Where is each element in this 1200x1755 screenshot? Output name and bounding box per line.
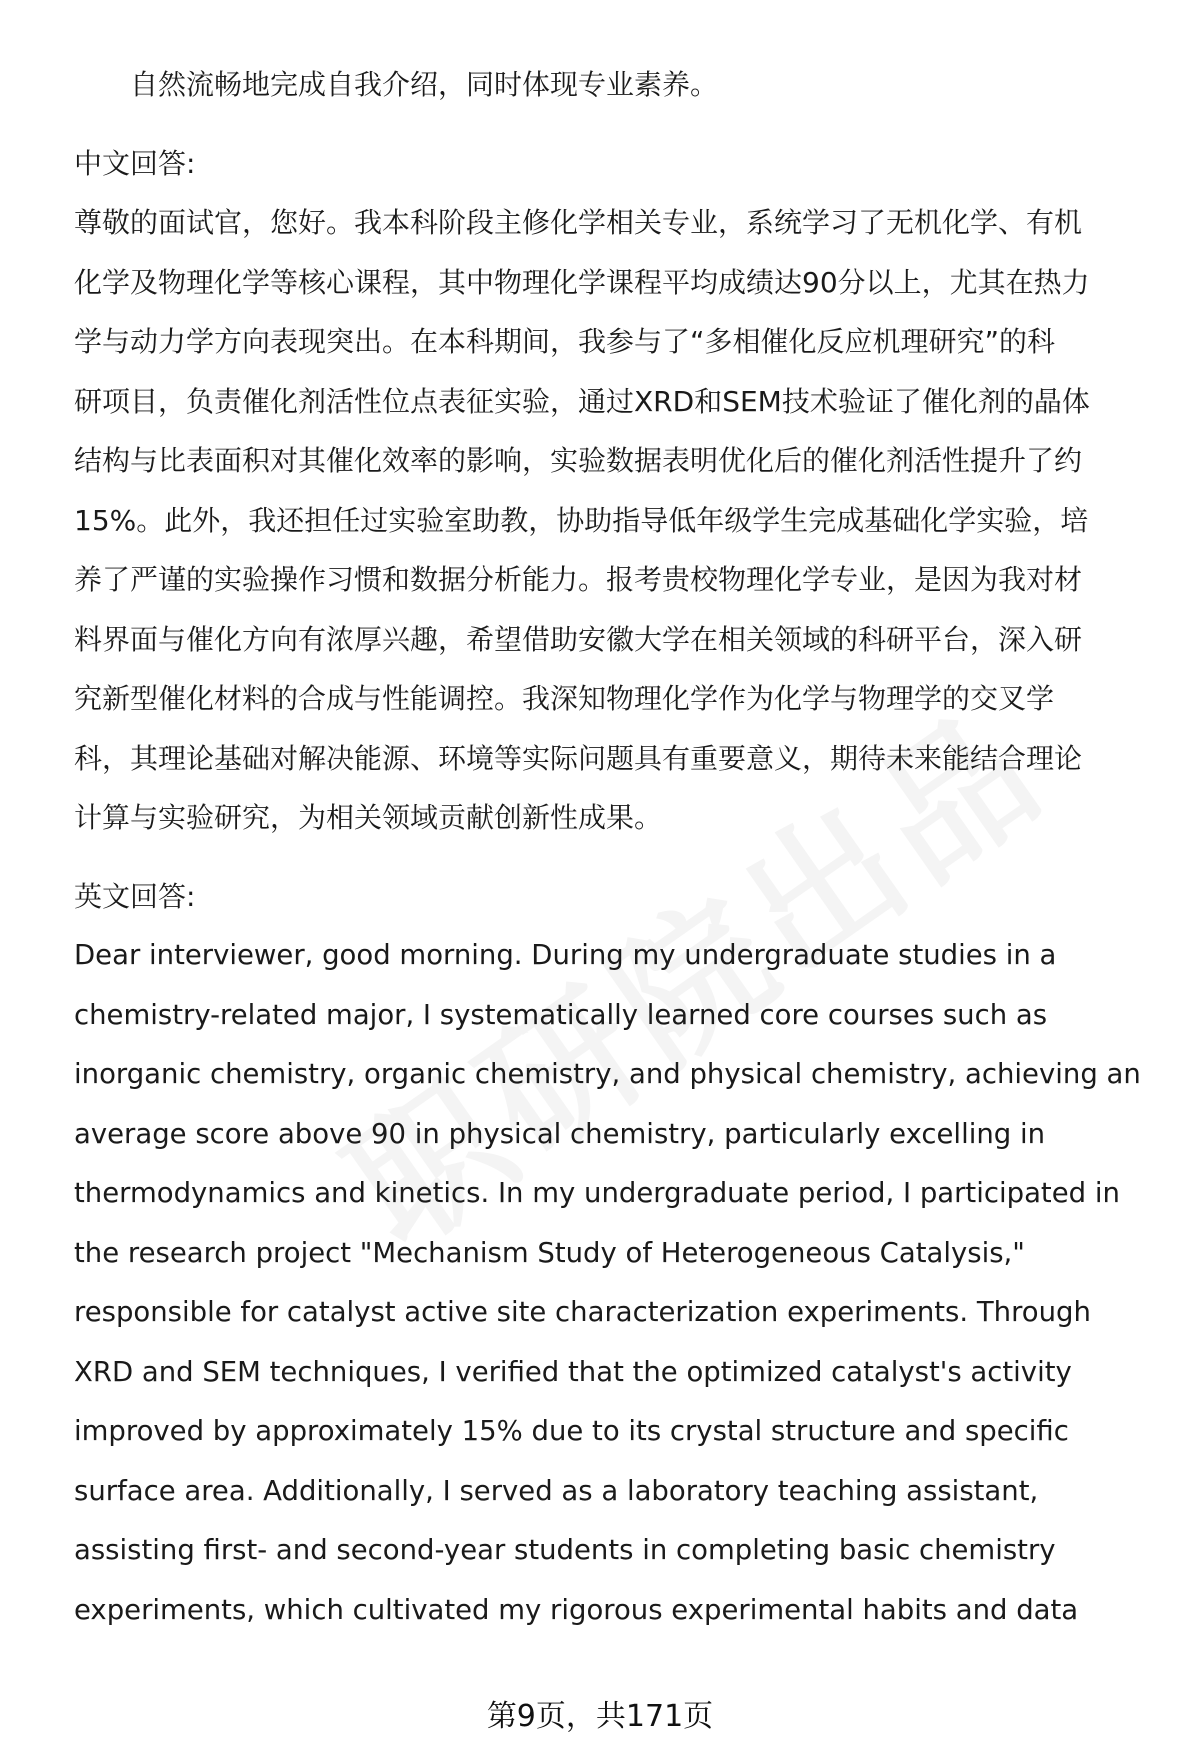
english-answer-line: chemistry-related major, I systematically learned core courses such as <box>74 998 1048 1031</box>
english-answer-line: the research project "Mechanism Study of Heterogeneous Catalysis," <box>74 1236 1025 1269</box>
english-answer-line: assisting first- and second-year students in completing basic chemistry <box>74 1534 1056 1566</box>
english-answer-body <box>74 926 1154 1640</box>
chinese-answer-line: 究新型催化材料的合成与性能调控。我深知物理化学作为化学与物理学的交叉学 <box>74 682 1055 715</box>
english-answer-line: surface area. Additionally, I served as a laboratory teaching assistant, <box>74 1474 1039 1507</box>
chinese-answer-line: 料界面与催化方向有浓厚兴趣，希望借助安徽大学在相关领域的科研平台，深入研 <box>74 622 1083 656</box>
english-answer-line: thermodynamics and kinetics. In my undergraduate period, I participated in <box>74 1177 1120 1209</box>
english-answer-line: XRD and SEM techniques, I verified that the optimized catalyst's activity <box>74 1355 1072 1388</box>
chinese-answer-line: 结构与比表面积对其催化效率的影响，实验数据表明优化后的催化剂活性提升了约 <box>74 444 1083 477</box>
english-answer-line: responsible for catalyst active site characterization experiments. Through <box>74 1296 1091 1328</box>
english-answer-heading: 英文回答: <box>74 879 196 913</box>
english-answer-line: experiments, which cultivated my rigorous experimental habits and data <box>74 1593 1079 1626</box>
chinese-answer-line: 计算与实验研究，为相关领域贡献创新性成果。 <box>74 801 663 834</box>
english-answer-line: inorganic chemistry, organic chemistry, and physical chemistry, achieving an <box>74 1058 1141 1090</box>
english-answer-line: Dear interviewer, good morning. During my undergraduate studies in a <box>74 939 1057 971</box>
chinese-answer-line: 科，其理论基础对解决能源、环境等实际问题具有重要意义，期待未来能结合理论 <box>74 741 1083 775</box>
intro-line: 自然流畅地完成自我介绍，同时体现专业素养。 <box>130 68 719 101</box>
page-number: 第9页，共171页 <box>486 1699 714 1734</box>
chinese-answer-line: 研项目，负责催化剂活性位点表征实验，通过XRD和SEM技术验证了催化剂的晶体 <box>74 384 1090 418</box>
chinese-answer-line: 尊敬的面试官，您好。我本科阶段主修化学相关专业，系统学习了无机化学、有机 <box>74 206 1083 239</box>
english-answer-line: improved by approximately 15% due to its crystal structure and specific <box>74 1415 1069 1447</box>
document-page <box>74 55 1154 1640</box>
chinese-answer-line: 15%。此外，我还担任过实验室助教，协助指导低年级学生完成基础化学实验，培 <box>74 503 1089 537</box>
chinese-answer-line: 养了严谨的实验操作习惯和数据分析能力。报考贵校物理化学专业，是因为我对材 <box>74 563 1083 596</box>
chinese-answer-line: 化学及物理化学等核心课程，其中物理化学课程平均成绩达90分以上，尤其在热力 <box>74 265 1090 299</box>
chinese-answer-body <box>74 193 1154 848</box>
chinese-answer-line: 学与动力学方向表现突出。在本科期间，我参与了“多相催化反应机理研究”的科 <box>74 325 1056 358</box>
english-answer-line: average score above 90 in physical chemistry, particularly excelling in <box>74 1117 1046 1150</box>
chinese-answer-heading: 中文回答: <box>74 146 196 180</box>
